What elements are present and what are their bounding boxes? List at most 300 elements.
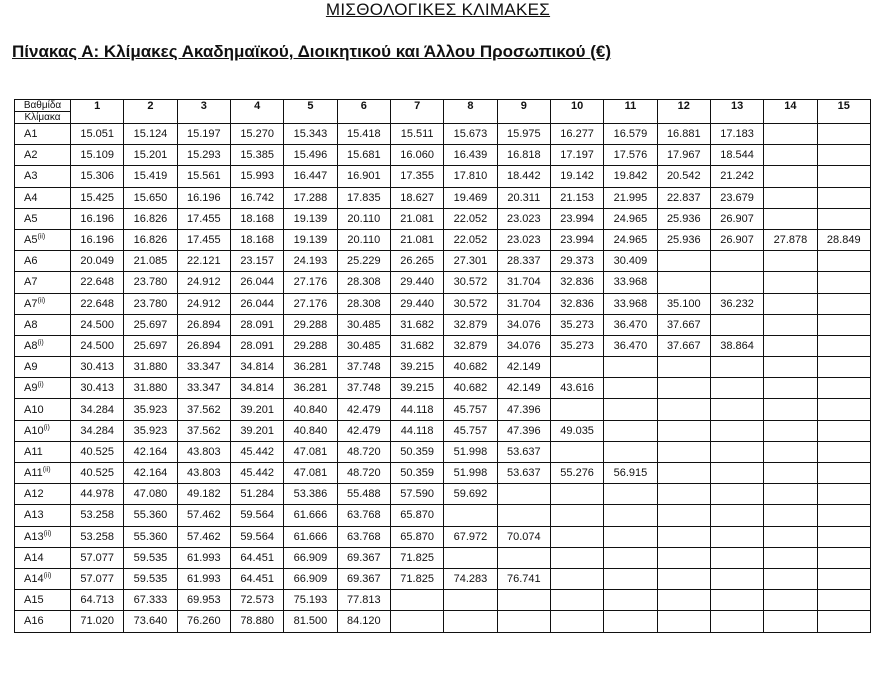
step-header-6: 6 xyxy=(337,100,390,124)
scale-label: A8$^{(i)}$ xyxy=(15,335,71,356)
salary-cell: 63.768 xyxy=(337,505,390,526)
salary-cell: 15.051 xyxy=(71,124,124,145)
salary-cell: 16.742 xyxy=(230,187,283,208)
salary-cell: 17.835 xyxy=(337,187,390,208)
salary-cell: 69.953 xyxy=(177,590,230,611)
salary-cell xyxy=(657,441,710,462)
salary-cell: 23.780 xyxy=(124,293,177,314)
salary-cell: 28.308 xyxy=(337,272,390,293)
salary-cell: 37.748 xyxy=(337,378,390,399)
salary-cell xyxy=(710,547,763,568)
salary-cell: 23.023 xyxy=(497,229,550,250)
salary-cell xyxy=(764,378,817,399)
salary-cell: 31.704 xyxy=(497,272,550,293)
table-row xyxy=(15,547,871,568)
salary-cell: 22.121 xyxy=(177,251,230,272)
salary-cell xyxy=(444,505,497,526)
salary-cell: 32.836 xyxy=(550,293,603,314)
salary-cell: 39.201 xyxy=(230,420,283,441)
salary-cell: 24.965 xyxy=(604,208,657,229)
salary-cell xyxy=(710,357,763,378)
salary-cell: 71.825 xyxy=(390,547,443,568)
table-row xyxy=(15,293,871,314)
salary-cell: 51.998 xyxy=(444,441,497,462)
salary-cell: 44.978 xyxy=(71,484,124,505)
step-header-3: 3 xyxy=(177,100,230,124)
salary-cell: 22.648 xyxy=(71,293,124,314)
salary-cell xyxy=(817,251,870,272)
salary-cell xyxy=(710,611,763,632)
salary-cell: 57.590 xyxy=(390,484,443,505)
salary-cell: 25.229 xyxy=(337,251,390,272)
salary-cell: 25.697 xyxy=(124,314,177,335)
scale-label: A14$^{(ii)}$ xyxy=(15,568,71,589)
salary-cell xyxy=(817,124,870,145)
salary-cell: 28.091 xyxy=(230,314,283,335)
step-header-label: Βαθμίδα xyxy=(15,100,70,112)
salary-cell: 23.994 xyxy=(550,208,603,229)
salary-cell: 33.968 xyxy=(604,272,657,293)
salary-cell: 24.500 xyxy=(71,335,124,356)
salary-cell: 23.157 xyxy=(230,251,283,272)
salary-cell xyxy=(550,357,603,378)
salary-cell: 37.667 xyxy=(657,314,710,335)
salary-cell xyxy=(817,420,870,441)
salary-cell: 31.682 xyxy=(390,335,443,356)
salary-cell: 35.923 xyxy=(124,420,177,441)
table-row xyxy=(15,463,871,484)
salary-cell: 15.197 xyxy=(177,124,230,145)
salary-cell: 40.840 xyxy=(284,420,337,441)
scale-label: A15 xyxy=(15,590,71,611)
salary-cell: 16.060 xyxy=(390,145,443,166)
salary-cell xyxy=(550,547,603,568)
salary-cell xyxy=(710,463,763,484)
table-row xyxy=(15,357,871,378)
salary-cell: 34.076 xyxy=(497,335,550,356)
salary-cell: 16.439 xyxy=(444,145,497,166)
salary-cell: 20.110 xyxy=(337,229,390,250)
salary-cell: 77.813 xyxy=(337,590,390,611)
salary-cell: 39.215 xyxy=(390,378,443,399)
salary-cell xyxy=(710,505,763,526)
salary-cell: 37.748 xyxy=(337,357,390,378)
salary-cell: 36.470 xyxy=(604,335,657,356)
salary-cell xyxy=(764,357,817,378)
table-row xyxy=(15,166,871,187)
salary-cell: 64.451 xyxy=(230,568,283,589)
salary-cell: 71.020 xyxy=(71,611,124,632)
scale-label: A16 xyxy=(15,611,71,632)
salary-cell: 15.201 xyxy=(124,145,177,166)
step-header-14: 14 xyxy=(764,100,817,124)
salary-cell: 16.818 xyxy=(497,145,550,166)
salary-cell: 15.385 xyxy=(230,145,283,166)
salary-cell: 27.176 xyxy=(284,293,337,314)
salary-cell xyxy=(604,357,657,378)
salary-cell xyxy=(604,420,657,441)
salary-cell xyxy=(657,272,710,293)
salary-cell: 67.972 xyxy=(444,526,497,547)
salary-cell: 48.720 xyxy=(337,441,390,462)
salary-cell: 18.168 xyxy=(230,208,283,229)
table-row xyxy=(15,568,871,589)
salary-cell: 15.293 xyxy=(177,145,230,166)
salary-cell: 16.196 xyxy=(71,208,124,229)
salary-cell: 21.242 xyxy=(710,166,763,187)
table-caption: Πίνακας Α: Κλίμακες Ακαδημαϊκού, Διοικητικού και Άλλου Προσωπικού (€) xyxy=(12,42,612,61)
salary-cell: 15.418 xyxy=(337,124,390,145)
salary-cell: 57.077 xyxy=(71,568,124,589)
table-row xyxy=(15,378,871,399)
salary-cell xyxy=(764,166,817,187)
salary-cell xyxy=(604,568,657,589)
salary-cell xyxy=(817,145,870,166)
salary-cell: 34.076 xyxy=(497,314,550,335)
salary-cell xyxy=(657,378,710,399)
salary-cell xyxy=(764,441,817,462)
scale-label: A2 xyxy=(15,145,71,166)
salary-cell: 61.666 xyxy=(284,505,337,526)
salary-cell: 15.496 xyxy=(284,145,337,166)
salary-cell: 15.124 xyxy=(124,124,177,145)
scale-label: A5$^{(ii)}$ xyxy=(15,229,71,250)
salary-cell: 15.650 xyxy=(124,187,177,208)
salary-cell xyxy=(764,293,817,314)
salary-cell xyxy=(657,611,710,632)
salary-cell: 65.870 xyxy=(390,505,443,526)
salary-cell xyxy=(764,208,817,229)
table-row xyxy=(15,526,871,547)
salary-cell xyxy=(657,484,710,505)
salary-cell: 19.142 xyxy=(550,166,603,187)
salary-cell: 45.757 xyxy=(444,420,497,441)
salary-cell: 20.049 xyxy=(71,251,124,272)
salary-cell: 22.837 xyxy=(657,187,710,208)
salary-cell: 19.139 xyxy=(284,229,337,250)
salary-cell xyxy=(657,399,710,420)
salary-cell xyxy=(550,590,603,611)
scale-label: A11 xyxy=(15,441,71,462)
salary-cell: 47.396 xyxy=(497,420,550,441)
salary-cell xyxy=(550,505,603,526)
salary-cell xyxy=(764,314,817,335)
salary-cell: 35.923 xyxy=(124,399,177,420)
salary-cell: 30.485 xyxy=(337,314,390,335)
salary-cell xyxy=(444,590,497,611)
salary-cell xyxy=(657,505,710,526)
salary-cell: 20.311 xyxy=(497,187,550,208)
salary-cell: 57.077 xyxy=(71,547,124,568)
salary-cell xyxy=(817,357,870,378)
scale-label: A6 xyxy=(15,251,71,272)
salary-cell: 22.052 xyxy=(444,229,497,250)
salary-cell: 53.637 xyxy=(497,463,550,484)
salary-cell: 28.091 xyxy=(230,335,283,356)
salary-cell: 15.993 xyxy=(230,166,283,187)
table-row xyxy=(15,611,871,632)
salary-cell: 38.864 xyxy=(710,335,763,356)
salary-cell xyxy=(817,208,870,229)
salary-cell: 30.485 xyxy=(337,335,390,356)
salary-cell: 36.470 xyxy=(604,314,657,335)
salary-cell xyxy=(764,124,817,145)
salary-cell: 56.915 xyxy=(604,463,657,484)
salary-cell: 16.826 xyxy=(124,208,177,229)
salary-cell: 45.442 xyxy=(230,441,283,462)
salary-cell: 16.196 xyxy=(177,187,230,208)
salary-cell: 39.215 xyxy=(390,357,443,378)
salary-cell: 21.081 xyxy=(390,229,443,250)
salary-cell: 59.564 xyxy=(230,526,283,547)
salary-cell xyxy=(817,293,870,314)
salary-cell xyxy=(764,547,817,568)
salary-cell xyxy=(764,251,817,272)
scale-footnote-mark: (ii) xyxy=(43,530,52,537)
salary-cell: 55.360 xyxy=(124,505,177,526)
salary-cell: 73.640 xyxy=(124,611,177,632)
salary-cell xyxy=(497,505,550,526)
scale-header-label: Κλίμακα xyxy=(24,112,61,123)
scale-label: A7 xyxy=(15,272,71,293)
salary-cell: 70.074 xyxy=(497,526,550,547)
salary-cell xyxy=(764,526,817,547)
salary-cell: 29.440 xyxy=(390,293,443,314)
step-header-5: 5 xyxy=(284,100,337,124)
salary-cell: 42.479 xyxy=(337,399,390,420)
salary-cell: 22.648 xyxy=(71,272,124,293)
scale-footnote-mark: (ii) xyxy=(37,233,46,241)
salary-cell: 26.894 xyxy=(177,314,230,335)
salary-cell: 53.258 xyxy=(71,505,124,526)
salary-cell xyxy=(764,272,817,293)
salary-cell: 21.995 xyxy=(604,187,657,208)
salary-cell xyxy=(550,399,603,420)
salary-cell: 18.627 xyxy=(390,187,443,208)
salary-cell: 66.909 xyxy=(284,547,337,568)
salary-cell: 15.419 xyxy=(124,166,177,187)
corner-header-cell xyxy=(15,100,71,124)
salary-cell: 31.880 xyxy=(124,357,177,378)
salary-cell xyxy=(817,463,870,484)
salary-cell xyxy=(764,611,817,632)
salary-cell xyxy=(497,611,550,632)
salary-cell: 43.616 xyxy=(550,378,603,399)
salary-cell: 37.562 xyxy=(177,420,230,441)
salary-cell xyxy=(764,187,817,208)
salary-cell xyxy=(764,505,817,526)
salary-cell: 53.637 xyxy=(497,441,550,462)
salary-cell: 17.967 xyxy=(657,145,710,166)
salary-cell: 42.164 xyxy=(124,463,177,484)
salary-cell: 21.085 xyxy=(124,251,177,272)
scale-label: A7$^{(ii)}$ xyxy=(15,293,71,314)
salary-cell: 30.413 xyxy=(71,378,124,399)
salary-cell: 30.413 xyxy=(71,357,124,378)
salary-cell xyxy=(710,590,763,611)
salary-cell: 36.281 xyxy=(284,357,337,378)
step-header-7: 7 xyxy=(390,100,443,124)
salary-cell: 63.768 xyxy=(337,526,390,547)
scale-footnote-mark: (i) xyxy=(43,424,50,432)
salary-cell xyxy=(817,166,870,187)
salary-cell: 15.306 xyxy=(71,166,124,187)
salary-cell: 66.909 xyxy=(284,568,337,589)
table-row xyxy=(15,251,871,272)
salary-cell: 45.757 xyxy=(444,399,497,420)
salary-cell xyxy=(444,611,497,632)
salary-cell: 42.149 xyxy=(497,378,550,399)
salary-cell: 36.232 xyxy=(710,293,763,314)
salary-cell: 23.780 xyxy=(124,272,177,293)
step-header-8: 8 xyxy=(444,100,497,124)
salary-cell: 15.109 xyxy=(71,145,124,166)
salary-cell: 34.814 xyxy=(230,357,283,378)
salary-cell: 23.023 xyxy=(497,208,550,229)
salary-cell: 23.994 xyxy=(550,229,603,250)
salary-cell xyxy=(604,484,657,505)
salary-cell xyxy=(604,611,657,632)
scale-label: A13$^{(ii)}$ xyxy=(15,526,71,547)
salary-cell: 15.673 xyxy=(444,124,497,145)
step-header-12: 12 xyxy=(657,100,710,124)
step-header-2: 2 xyxy=(124,100,177,124)
scale-label: A9 xyxy=(15,357,71,378)
salary-cell: 26.894 xyxy=(177,335,230,356)
salary-cell: 27.878 xyxy=(764,229,817,250)
salary-cell xyxy=(764,463,817,484)
salary-cell xyxy=(817,611,870,632)
step-header-13: 13 xyxy=(710,100,763,124)
salary-cell xyxy=(764,590,817,611)
salary-cell: 32.879 xyxy=(444,335,497,356)
table-header-row xyxy=(15,100,871,124)
salary-cell: 19.469 xyxy=(444,187,497,208)
salary-cell: 55.488 xyxy=(337,484,390,505)
salary-cell xyxy=(817,526,870,547)
salary-cell xyxy=(657,463,710,484)
salary-cell xyxy=(710,378,763,399)
salary-cell: 16.826 xyxy=(124,229,177,250)
salary-cell xyxy=(764,335,817,356)
salary-cell: 47.396 xyxy=(497,399,550,420)
step-header-11: 11 xyxy=(604,100,657,124)
salary-cell: 35.100 xyxy=(657,293,710,314)
step-header-9: 9 xyxy=(497,100,550,124)
salary-cell: 40.682 xyxy=(444,378,497,399)
salary-cell: 28.337 xyxy=(497,251,550,272)
salary-cell xyxy=(817,399,870,420)
salary-cell: 78.880 xyxy=(230,611,283,632)
salary-cell xyxy=(710,568,763,589)
table-body xyxy=(15,124,871,633)
salary-cell: 24.912 xyxy=(177,272,230,293)
salary-cell: 15.975 xyxy=(497,124,550,145)
salary-cell: 29.440 xyxy=(390,272,443,293)
table-row xyxy=(15,272,871,293)
salary-cell xyxy=(764,484,817,505)
salary-cell xyxy=(550,441,603,462)
table-row xyxy=(15,399,871,420)
salary-cell: 35.273 xyxy=(550,314,603,335)
salary-cell: 19.842 xyxy=(604,166,657,187)
table-row xyxy=(15,187,871,208)
salary-cell: 53.386 xyxy=(284,484,337,505)
salary-cell: 42.479 xyxy=(337,420,390,441)
salary-cell: 51.284 xyxy=(230,484,283,505)
scale-footnote-mark: (ii) xyxy=(37,296,46,304)
salary-cell: 16.196 xyxy=(71,229,124,250)
salary-cell xyxy=(390,611,443,632)
salary-cell: 53.258 xyxy=(71,526,124,547)
salary-cell: 26.907 xyxy=(710,229,763,250)
scale-label: A5 xyxy=(15,208,71,229)
salary-cell: 15.425 xyxy=(71,187,124,208)
salary-cell: 84.120 xyxy=(337,611,390,632)
salary-cell: 24.965 xyxy=(604,229,657,250)
scale-label: A8 xyxy=(15,314,71,335)
salary-cell: 50.359 xyxy=(390,441,443,462)
salary-cell xyxy=(817,378,870,399)
salary-cell: 18.442 xyxy=(497,166,550,187)
salary-cell: 64.713 xyxy=(71,590,124,611)
salary-cell: 25.936 xyxy=(657,208,710,229)
salary-cell: 28.849 xyxy=(817,229,870,250)
salary-cell xyxy=(710,526,763,547)
salary-cell xyxy=(657,547,710,568)
salary-scales-table xyxy=(14,99,871,633)
salary-cell: 40.840 xyxy=(284,399,337,420)
salary-cell: 19.139 xyxy=(284,208,337,229)
salary-cell: 18.544 xyxy=(710,145,763,166)
salary-cell: 30.409 xyxy=(604,251,657,272)
salary-cell: 16.881 xyxy=(657,124,710,145)
salary-cell xyxy=(764,568,817,589)
salary-cell: 26.265 xyxy=(390,251,443,272)
salary-cell: 74.283 xyxy=(444,568,497,589)
salary-cell: 32.836 xyxy=(550,272,603,293)
table-row xyxy=(15,420,871,441)
salary-cell xyxy=(550,568,603,589)
salary-cell: 28.308 xyxy=(337,293,390,314)
salary-cell xyxy=(817,568,870,589)
step-header-1: 1 xyxy=(71,100,124,124)
salary-cell xyxy=(550,611,603,632)
salary-cell: 20.110 xyxy=(337,208,390,229)
salary-cell: 61.666 xyxy=(284,526,337,547)
salary-cell: 72.573 xyxy=(230,590,283,611)
salary-cell: 44.118 xyxy=(390,399,443,420)
salary-cell: 17.455 xyxy=(177,229,230,250)
salary-cell: 71.825 xyxy=(390,568,443,589)
salary-cell: 67.333 xyxy=(124,590,177,611)
scale-footnote-mark: (ii) xyxy=(43,572,52,580)
salary-cell: 17.455 xyxy=(177,208,230,229)
salary-cell: 33.347 xyxy=(177,378,230,399)
salary-cell: 33.968 xyxy=(604,293,657,314)
salary-cell: 59.564 xyxy=(230,505,283,526)
salary-cell: 29.288 xyxy=(284,335,337,356)
salary-cell: 17.810 xyxy=(444,166,497,187)
salary-cell: 42.149 xyxy=(497,357,550,378)
step-header-10: 10 xyxy=(550,100,603,124)
salary-cell: 17.576 xyxy=(604,145,657,166)
salary-cell: 24.500 xyxy=(71,314,124,335)
salary-cell: 61.993 xyxy=(177,568,230,589)
table-row xyxy=(15,335,871,356)
salary-cell: 49.182 xyxy=(177,484,230,505)
scale-footnote-mark: (ii) xyxy=(42,466,51,474)
